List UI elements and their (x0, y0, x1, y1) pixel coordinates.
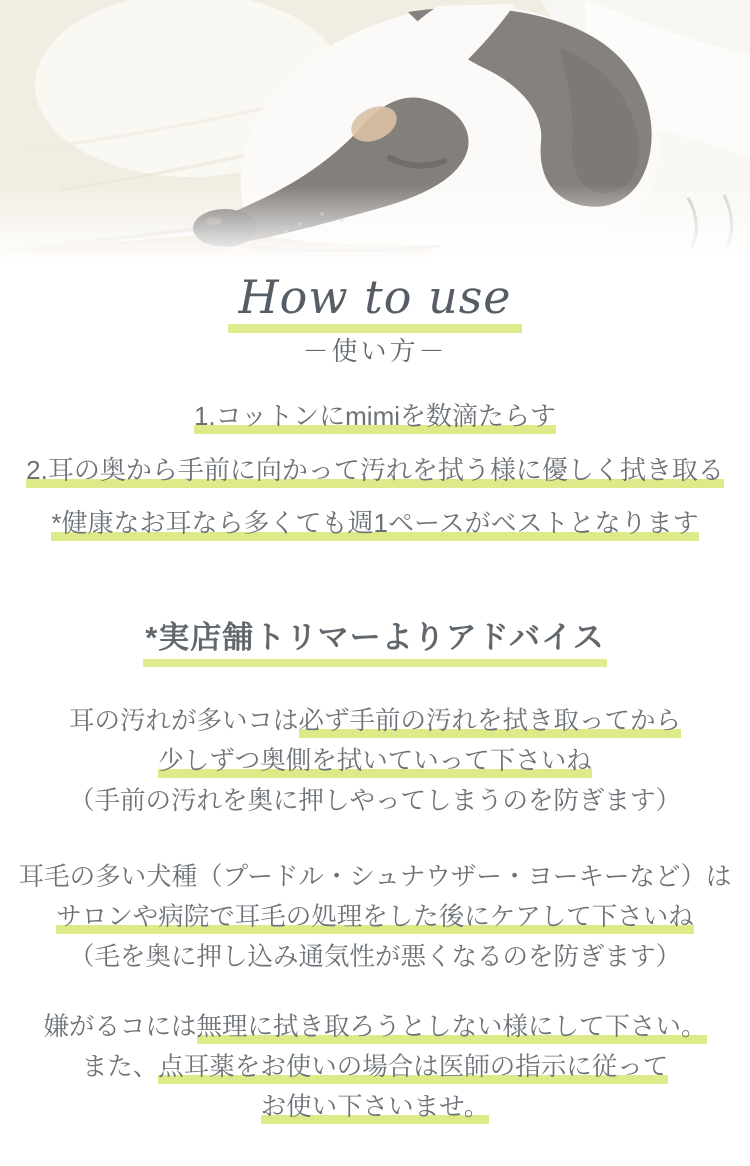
advice-3-line-2-pre: また、 (81, 1052, 159, 1081)
usage-steps (0, 402, 750, 538)
usage-step-1 (0, 402, 750, 431)
step-1-highlighted: 1.コットンにmimiを数滴たらす (194, 401, 556, 434)
advice-paragraph-1 (0, 701, 750, 821)
advice-1-line-2-highlighted: 少しずつ奥側を拭いていって下さいね (158, 747, 592, 778)
step-2-highlighted: 2.耳の奥から手前に向かって汚れを拭う様に優しく拭き取る (26, 455, 724, 488)
advice-3-line-1-highlighted: 無理に拭き取ろうとしない様にして下さい。 (197, 1013, 707, 1044)
hero-photo (0, 0, 750, 260)
advice-1-line-1-pre: 耳の汚れが多いコは (68, 706, 299, 735)
usage-step-2 (0, 456, 750, 485)
photo-bottom-fade (0, 185, 750, 260)
advice-1-line-2 (0, 741, 750, 781)
advice-2-line-1 (0, 857, 750, 897)
advice-2-line-2-highlighted: サロンや病院で耳毛の処理をした後にケアして下さいね (56, 903, 694, 934)
advice-1-line-3 (0, 781, 750, 821)
section-title-text: How to use (228, 270, 521, 333)
advice-2-line-2 (0, 897, 750, 937)
advice-title (0, 612, 750, 657)
advice-paragraph-3 (0, 1007, 750, 1127)
section-title (0, 270, 750, 324)
advice-2-line-3 (0, 937, 750, 977)
advice-3-line-2 (0, 1047, 750, 1087)
step-3-highlighted: *健康なお耳なら多くても週1ペースがベストとなります (51, 508, 698, 541)
advice-3-line-2-highlighted: 点耳薬をお使いの場合は医師の指示に従って (158, 1053, 668, 1084)
advice-1-line-3-pre: （手前の汚れを奥に押しやってしまうのを防ぎます） (68, 786, 681, 815)
section-subtitle: －使い方－ (302, 336, 448, 366)
usage-step-3 (0, 509, 750, 538)
sleeping-dog-photo (0, 0, 750, 260)
advice-2-line-1-pre: 耳毛の多い犬種（プードル・シュナウザー・ヨーキーなど）は (18, 862, 732, 891)
advice-3-line-3 (0, 1087, 750, 1127)
advice-2-line-3-pre: （毛を奥に押し込み通気性が悪くなるのを防ぎます） (68, 942, 681, 971)
advice-paragraph-2 (0, 857, 750, 977)
advice-3-line-3-highlighted: お使い下さいませ。 (261, 1093, 490, 1124)
advice-3-line-1-pre: 嫌がるコには (43, 1012, 197, 1041)
advice-1-line-1-highlighted: 必ず手前の汚れを拭き取ってから (299, 707, 682, 738)
advice-title-text: *実店舗トリマーよりアドバイス (143, 620, 607, 667)
advice-1-line-1 (0, 701, 750, 741)
advice-3-line-1 (0, 1007, 750, 1047)
